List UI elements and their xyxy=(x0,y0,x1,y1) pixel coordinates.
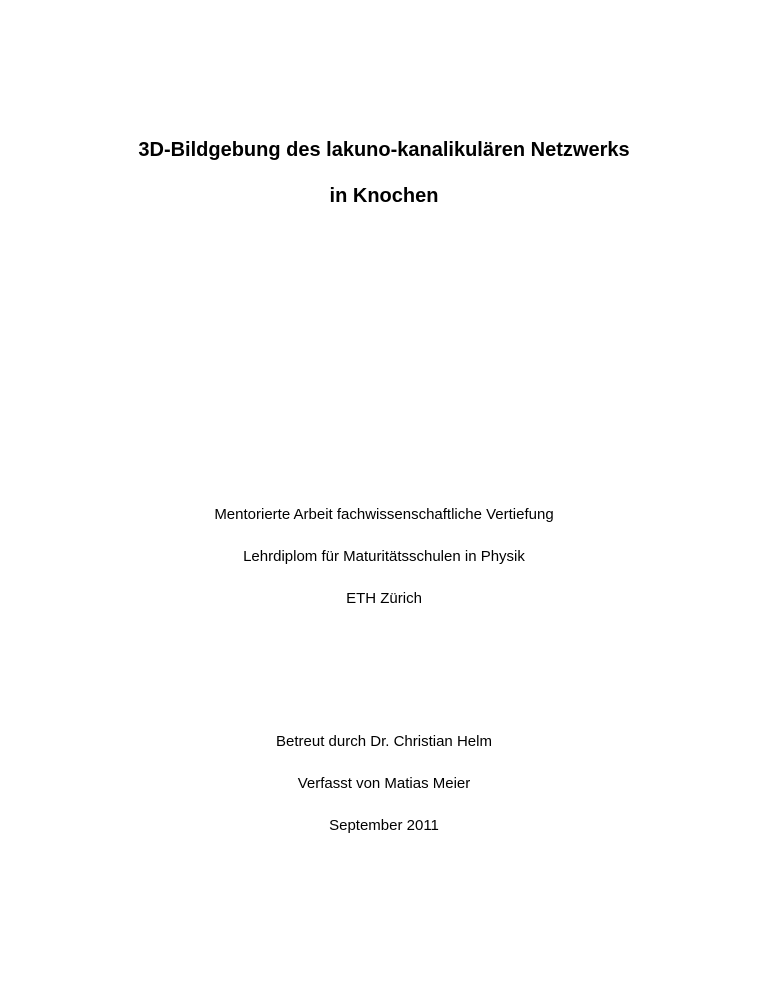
title-line-1: 3D-Bildgebung des lakuno-kanalikulären Netzwerks xyxy=(138,139,630,161)
credits-block xyxy=(0,733,768,835)
institution: ETH Zürich xyxy=(346,590,422,607)
program: Lehrdiplom für Maturitätsschulen in Physik xyxy=(243,548,525,565)
date: September 2011 xyxy=(329,817,439,834)
work-type: Mentorierte Arbeit fachwissenschaftliche Vertiefung xyxy=(214,506,554,523)
title-line-2: in Knochen xyxy=(329,185,439,207)
author: Verfasst von Matias Meier xyxy=(297,775,471,792)
supervisor: Betreut durch Dr. Christian Helm xyxy=(276,733,492,750)
document-title xyxy=(0,138,768,208)
context-block xyxy=(0,506,768,608)
